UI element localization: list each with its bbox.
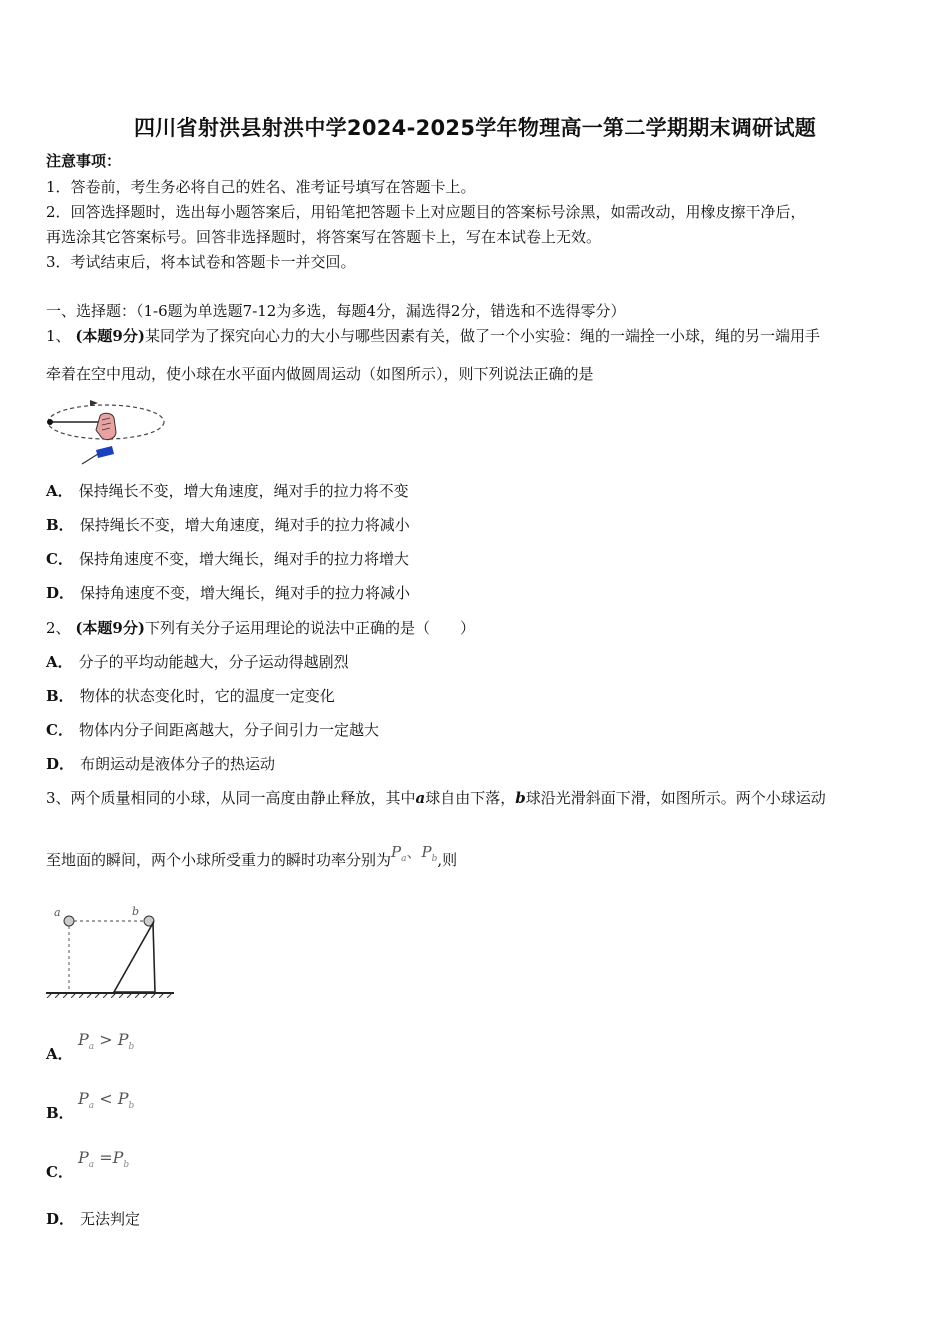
notice-item-3: 3．考试结束后，将本试卷和答题卡一并交回。 [46, 253, 356, 271]
q3-stem-line2: 至地面的瞬间，两个小球所受重力的瞬时功率分别为$P_a$、$P_b$,则 [46, 843, 458, 869]
q2-option-a[interactable]: A． 分子的平均动能越大，分子运动得越剧烈 [46, 653, 349, 671]
q2-option-c[interactable]: C． 物体内分子间距离越大，分子间引力一定越大 [46, 721, 379, 739]
q1-option-a[interactable]: A． 保持绳长不变，增大角速度，绳对手的拉力将不变 [46, 482, 409, 500]
q3-stem-line1: 3、两个质量相同的小球，从同一高度由静止释放，其中a球自由下落，b球沿光滑斜面下滑，如图所示。两个小球运动 [46, 789, 826, 807]
q1-stem-line2: 牵着在空中甩动，使小球在水平面内做圆周运动（如图所示），则下列说法正确的是 [46, 365, 594, 383]
q1-number: 1、 [46, 327, 71, 345]
q3-option-d[interactable]: D． 无法判定 [46, 1210, 141, 1228]
notice-item-2-cont: 再选涂其它答案标号。回答非选择题时，将答案写在答题卡上，写在本试卷上无效。 [46, 228, 602, 246]
q3-option-b-formula: $P_a < P_b$ [78, 1089, 135, 1112]
q3-figure-label-b: b [132, 905, 140, 918]
q1-option-d[interactable]: D． 保持角速度不变，增大绳长，绳对手的拉力将减小 [46, 584, 411, 602]
section-heading: 一、选择题：（1-6题为单选题7-12为多选，每题4分，漏选得2分，错选和不选得零分） [46, 302, 626, 320]
q1-option-c[interactable]: C． 保持角速度不变，增大绳长，绳对手的拉力将增大 [46, 550, 409, 568]
q1-tag: (本题9分) [75, 327, 145, 345]
q3-figure-incline [44, 904, 178, 998]
page-title: 四川省射洪县射洪中学2024-2025学年物理高一第二学期期末调研试题 [133, 116, 817, 140]
q2-option-d[interactable]: D． 布朗运动是液体分子的热运动 [46, 755, 276, 773]
q3-option-a[interactable]: A． [46, 1045, 73, 1063]
notice-item-2: 2．回答选择题时，选出每小题答案后，用铅笔把答题卡上对应题目的答案标号涂黑，如需改动，用橡皮擦干净后， [46, 203, 806, 221]
q3-ball-b: b [515, 789, 526, 807]
q3-option-a-formula: $P_a > P_b$ [78, 1030, 135, 1053]
q2-stem [46, 618, 475, 638]
q3-power-symbols: $P_a$、$P_b$ [391, 843, 438, 864]
notice-heading: 注意事项： [46, 152, 122, 170]
q2-number: 2、 [46, 619, 71, 637]
q3-option-c[interactable]: C． [46, 1163, 73, 1181]
q2-option-b[interactable]: B． 物体的状态变化时，它的温度一定变化 [46, 687, 335, 705]
q1-text: 某同学为了探究向心力的大小与哪些因素有关，做了一个小实验：绳的一端拴一小球，绳的另一端用手 [144, 327, 820, 345]
q3-option-b[interactable]: B． [46, 1104, 74, 1122]
q1-stem-line1 [46, 326, 820, 346]
q3-ball-a: a [415, 789, 426, 807]
q1-option-b[interactable]: B． 保持绳长不变，增大角速度，绳对手的拉力将减小 [46, 516, 410, 534]
q1-figure-circular-motion [44, 398, 168, 468]
notice-item-1: 1．答卷前，考生务必将自己的姓名、准考证号填写在答题卡上。 [46, 178, 476, 196]
q3-figure-label-a: a [54, 906, 61, 919]
q2-tag: (本题9分) [75, 619, 145, 637]
q2-text: 下列有关分子运用理论的说法中正确的是（ ） [144, 619, 475, 637]
q3-option-c-formula: $P_a =P_b$ [78, 1148, 130, 1171]
